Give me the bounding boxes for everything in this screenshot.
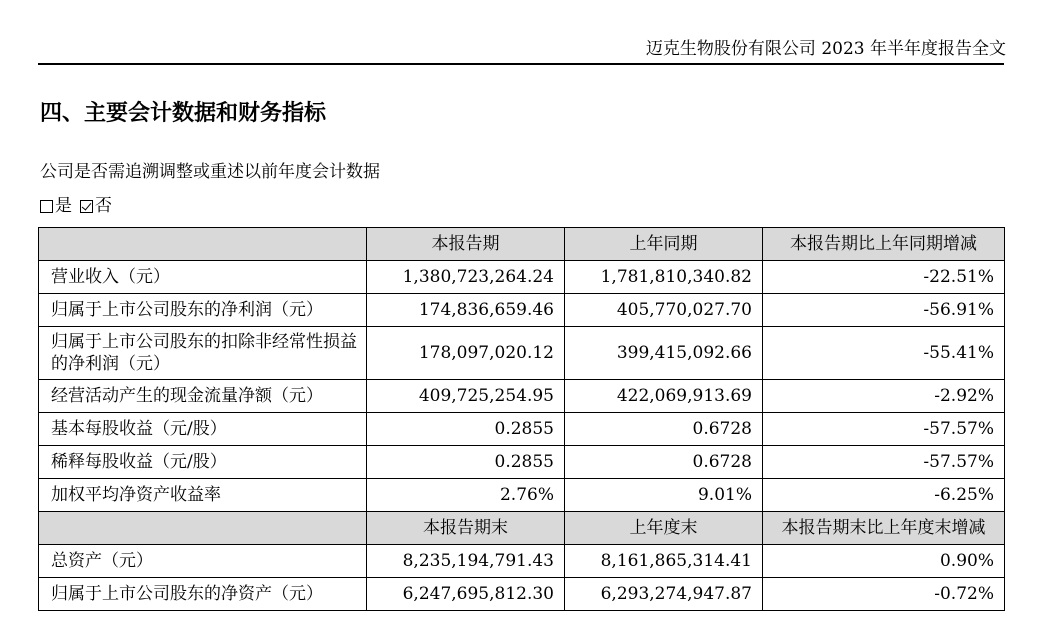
change-value: -55.41%	[763, 327, 1005, 380]
option-no-label: 否	[95, 196, 112, 216]
prior-value: 1,781,810,340.82	[565, 261, 763, 294]
header-cell-blank	[39, 228, 367, 261]
current-value: 0.2855	[367, 446, 565, 479]
restatement-question: 公司是否需追溯调整或重述以前年度会计数据	[40, 162, 380, 182]
table-header-row	[39, 228, 1005, 261]
change-value: -56.91%	[763, 294, 1005, 327]
prior-value: 6,293,274,947.87	[565, 578, 763, 611]
change-value: -22.51%	[763, 261, 1005, 294]
header-cell-prior: 上年同期	[565, 228, 763, 261]
row-label: 稀释每股收益（元/股）	[39, 446, 367, 479]
row-label: 归属于上市公司股东的净资产（元）	[39, 578, 367, 611]
prior-value: 422,069,913.69	[565, 380, 763, 413]
prior-value: 0.6728	[565, 413, 763, 446]
prior-value: 405,770,027.70	[565, 294, 763, 327]
report-header-title: 迈克生物股份有限公司 2023 年半年度报告全文	[645, 39, 1006, 59]
row-label: 加权平均净资产收益率	[39, 479, 367, 512]
change-value: -6.25%	[763, 479, 1005, 512]
header-cell-period-end: 本报告期末	[367, 512, 565, 545]
current-value: 0.2855	[367, 413, 565, 446]
header-cell-prior-year-end: 上年度末	[565, 512, 763, 545]
restatement-options	[40, 195, 120, 217]
financial-indicators-table	[38, 227, 1005, 611]
change-value: 0.90%	[763, 545, 1005, 578]
current-value: 8,235,194,791.43	[367, 545, 565, 578]
row-label: 总资产（元）	[39, 545, 367, 578]
current-value: 6,247,695,812.30	[367, 578, 565, 611]
prior-value: 8,161,865,314.41	[565, 545, 763, 578]
prior-value: 9.01%	[565, 479, 763, 512]
change-value: -0.72%	[763, 578, 1005, 611]
row-label: 基本每股收益（元/股）	[39, 413, 367, 446]
table-row	[39, 545, 1005, 578]
table-row	[39, 261, 1005, 294]
row-label: 营业收入（元）	[39, 261, 367, 294]
current-value: 2.76%	[367, 479, 565, 512]
table-subheader-row	[39, 512, 1005, 545]
row-label: 归属于上市公司股东的净利润（元）	[39, 294, 367, 327]
checkbox-no[interactable]	[80, 200, 93, 213]
change-value: -57.57%	[763, 413, 1005, 446]
header-divider	[38, 63, 1004, 65]
change-value: -57.57%	[763, 446, 1005, 479]
row-label: 经营活动产生的现金流量净额（元）	[39, 380, 367, 413]
current-value: 1,380,723,264.24	[367, 261, 565, 294]
table-row	[39, 578, 1005, 611]
current-value: 174,836,659.46	[367, 294, 565, 327]
table-row	[39, 380, 1005, 413]
current-value: 409,725,254.95	[367, 380, 565, 413]
header-cell-current: 本报告期	[367, 228, 565, 261]
header-cell-change: 本报告期比上年同期增减	[763, 228, 1005, 261]
row-label: 归属于上市公司股东的扣除非经常性损益的净利润（元）	[39, 327, 367, 380]
prior-value: 399,415,092.66	[565, 327, 763, 380]
current-value: 178,097,020.12	[367, 327, 565, 380]
option-yes-label: 是	[55, 196, 72, 216]
checkbox-yes[interactable]	[40, 200, 53, 213]
header-cell-change-since-year-end: 本报告期末比上年度末增减	[763, 512, 1005, 545]
table-row	[39, 294, 1005, 327]
table-row	[39, 413, 1005, 446]
change-value: -2.92%	[763, 380, 1005, 413]
prior-value: 0.6728	[565, 446, 763, 479]
section-title: 四、主要会计数据和财务指标	[40, 101, 327, 126]
table-row	[39, 446, 1005, 479]
table-row	[39, 327, 1005, 380]
table-row	[39, 479, 1005, 512]
header-cell-blank	[39, 512, 367, 545]
